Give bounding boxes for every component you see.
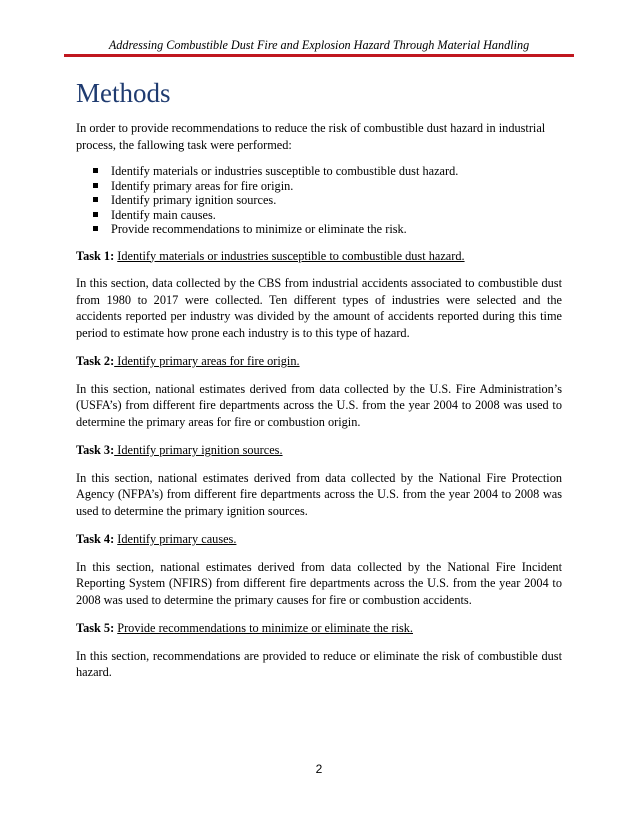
task-label: Task 3: xyxy=(76,443,115,457)
task-title: Identify primary areas for fire origin. xyxy=(114,354,300,368)
list-item xyxy=(93,193,562,208)
list-item-text: Provide recommendations to minimize or eliminate the risk. xyxy=(111,222,407,236)
task-1-heading xyxy=(76,248,562,265)
task-2-body: In this section, national estimates derived from data collected by the U.S. Fire Administration’s (USFA’s) from different fire departments across the U.S. from the year 2004 to 2008 was used to determine the primary areas for fire or combustion origin. xyxy=(76,381,562,429)
task-title: Identify primary ignition sources. xyxy=(114,443,283,457)
page-content xyxy=(76,77,562,693)
square-bullet-icon xyxy=(93,197,98,202)
task-label: Task 2: xyxy=(76,354,115,368)
list-item xyxy=(93,179,562,194)
square-bullet-icon xyxy=(93,183,98,188)
running-header: Addressing Combustible Dust Fire and Explosion Hazard Through Material Handling xyxy=(108,38,530,52)
task-title: Identify materials or industries susceptible to combustible dust hazard. xyxy=(117,248,465,263)
header-divider xyxy=(64,54,574,57)
task-3-heading xyxy=(76,442,562,459)
task-label: Task 4: xyxy=(76,532,115,546)
list-item-text: Identify main causes. xyxy=(111,207,216,222)
list-item xyxy=(93,164,562,179)
task-4-heading xyxy=(76,531,562,548)
page-number: 2 xyxy=(315,762,323,776)
section-title: Methods xyxy=(76,78,171,108)
task-label: Task 1: xyxy=(76,248,115,263)
list-item xyxy=(93,222,562,237)
task-title: Identify primary causes. xyxy=(117,532,237,546)
list-item-text: Identify primary areas for fire origin. xyxy=(111,178,294,193)
list-item xyxy=(93,208,562,223)
task-4-body: In this section, national estimates derived from data collected by the National Fire Incident Reporting System (NFIRS) from different fire departments across the U.S. from the year 2004 to 2008 was used to determine the primary causes for fire or combustion accidents. xyxy=(76,559,562,607)
list-item-text: Identify primary ignition sources. xyxy=(111,193,277,207)
task-list xyxy=(76,164,562,237)
square-bullet-icon xyxy=(93,168,98,173)
square-bullet-icon xyxy=(93,226,98,231)
task-5-body: In this section, recommendations are provided to reduce or eliminate the risk of combustible dust hazard. xyxy=(76,648,562,679)
task-label: Task 5: xyxy=(76,621,115,635)
task-2-heading xyxy=(76,353,562,370)
task-1-body: In this section, data collected by the CBS from industrial accidents associated to combustible dust from 1980 to 2017 were collected. Ten different types of industries were selected and the accidents reported per industry was divided by the amount of accidents reported during this time period to estimate how prone each industry is to this type of hazard. xyxy=(76,276,562,340)
task-3-body: In this section, national estimates derived from data collected by the National Fire Protection Agency (NFPA’s) from different fire departments across the U.S. from the year 2004 to 2008 was used to determine the primary ignition sources. xyxy=(76,470,562,518)
intro-paragraph: In order to provide recommendations to reduce the risk of combustible dust hazard in industrial process, the fallowing task were performed: xyxy=(76,121,546,152)
task-5-heading xyxy=(76,620,562,637)
list-item-text: Identify materials or industries susceptible to combustible dust hazard. xyxy=(111,164,459,178)
square-bullet-icon xyxy=(93,212,98,217)
task-title: Provide recommendations to minimize or eliminate the risk. xyxy=(117,621,413,635)
